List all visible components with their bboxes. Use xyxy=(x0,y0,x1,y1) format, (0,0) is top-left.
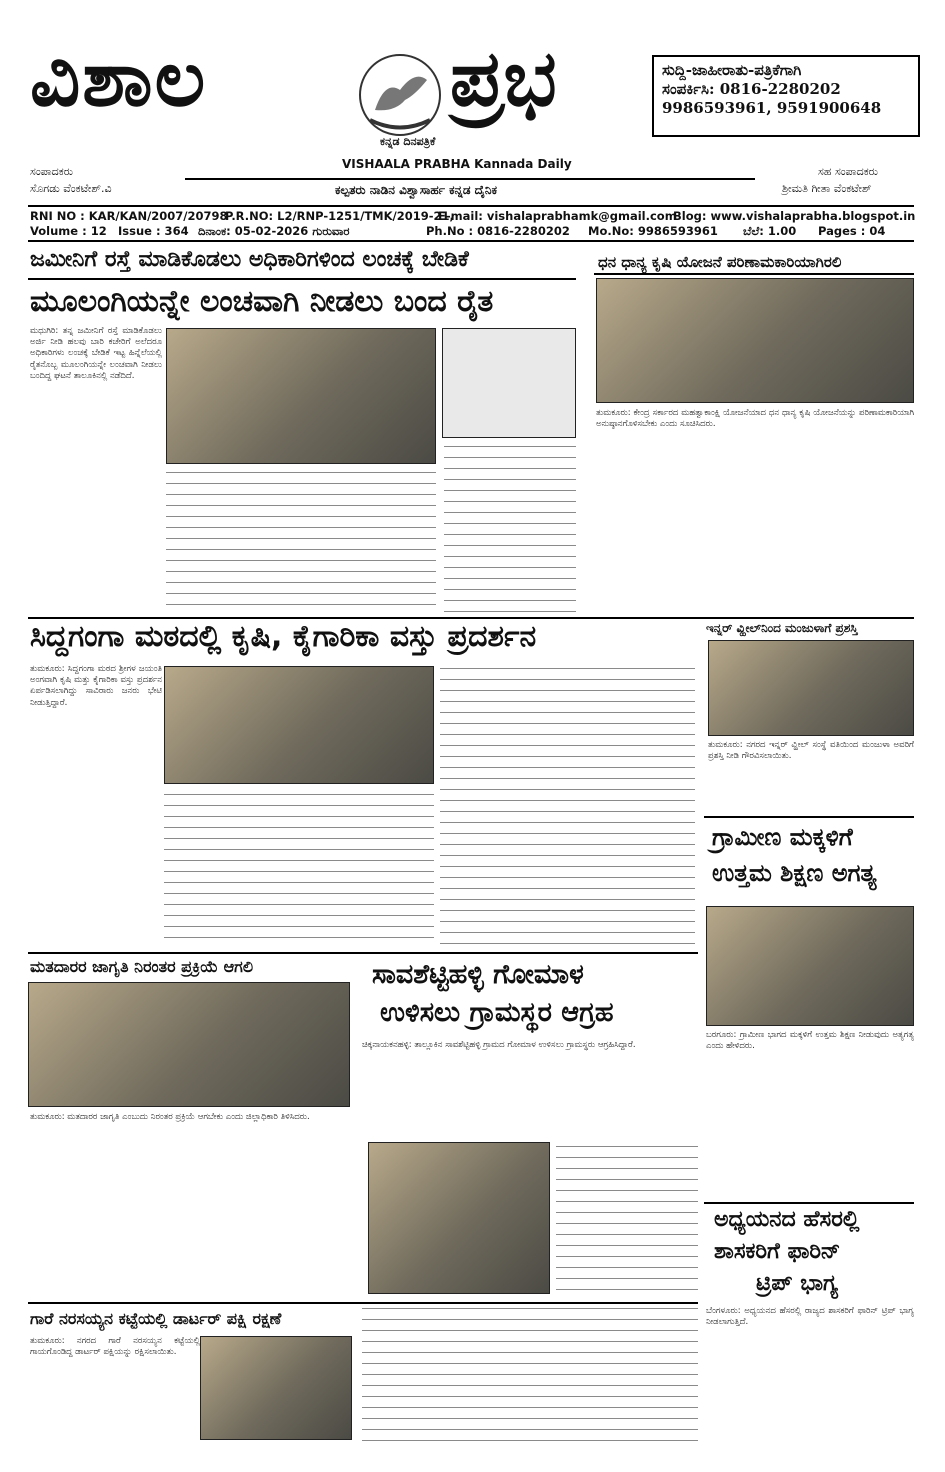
story-4-text: ತುಮಕೂರು: ನಗರದ ಇನ್ನರ್ ವ್ಹೀಲ್ ಸಂಸ್ಥೆ ವತಿಯಿಂದ ಮಂಜುಳಾ ಅವರಿಗೆ ಪ್ರಶಸ್ತಿ ನೀಡಿ ಗೌರವಿಸಲಾಯಿತು. xyxy=(708,740,914,762)
email: E-mail: vishalaprabhamk@gmail.com xyxy=(438,209,677,223)
rule xyxy=(28,278,576,280)
publication-info-bar xyxy=(28,205,914,242)
pages: Pages : 04 xyxy=(818,224,886,238)
price: ಬೆಲೆ: 1.00 xyxy=(743,224,797,238)
story-3-photo xyxy=(164,666,434,784)
story-3-columns xyxy=(164,790,434,948)
contact-box xyxy=(652,55,920,137)
coeditor-label: ಸಹ ಸಂಪಾದಕರು xyxy=(818,165,878,178)
coeditor-name: ಶ್ರೀಮತಿ ಗೀತಾ ವೆಂಕಟೇಶ್ xyxy=(782,182,872,195)
rni-number: RNI NO : KAR/KAN/2007/20798 xyxy=(30,209,228,223)
headline-5-line2: ಉತ್ತಮ ಶಿಕ್ಷಣ ಅಗತ್ಯ xyxy=(712,859,877,887)
story-2-photo xyxy=(596,278,914,403)
headline-6: ಮತದಾರರ ಜಾಗೃತಿ ನಿರಂತರ ಪ್ರಕ್ರಿಯೆ ಆಗಲಿ xyxy=(30,957,254,976)
story-4-photo xyxy=(708,640,914,736)
story-5-photo xyxy=(706,906,914,1026)
contact-line3: 9986593961, 9591900648 xyxy=(662,99,882,117)
issue: Issue : 364 xyxy=(118,224,189,238)
headline-1-kicker: ಜಮೀನಿಗೆ ರಸ್ತೆ ಮಾಡಿಕೊಡಲು ಅಧಿಕಾರಿಗಳಿಂದ ಲಂಚಕ್ಕೆ ಬೇಡಿಕೆ xyxy=(30,247,469,272)
story-3-columns-2 xyxy=(440,664,695,948)
subtitle-en: VISHAALA PRABHA Kannada Daily xyxy=(342,157,572,171)
rule xyxy=(594,273,914,275)
masthead-rule xyxy=(185,178,755,180)
headline-8-line3: ಟ್ರಿಪ್ ಭಾಗ್ಯ xyxy=(756,1271,838,1296)
editor-label: ಸಂಪಾದಕರು xyxy=(30,165,74,178)
headline-7-line1: ಸಾವಶೆಟ್ಟಿಹಳ್ಳಿ ಗೋಮಾಳ xyxy=(372,959,584,990)
story-7-photo xyxy=(368,1142,550,1294)
contact-line2: ಸಂಪರ್ಕಿಸಿ: 0816-2280202 xyxy=(662,80,841,98)
phone: Ph.No : 0816-2280202 xyxy=(426,224,570,238)
headline-8-line1: ಅಧ್ಯಯನದ ಹೆಸರಲ್ಲಿ xyxy=(714,1207,860,1232)
mobile: Mo.No: 9986593961 xyxy=(588,224,718,238)
story-1-pullquote-box xyxy=(442,328,576,438)
headline-9: ಗಾರೆ ನರಸಯ್ಯನ ಕಟ್ಟೆಯಲ್ಲಿ ಡಾರ್ಟರ್ ಪಕ್ಷಿ ರಕ್ಷಣೆ xyxy=(30,1309,282,1328)
story-6-text: ತುಮಕೂರು: ಮತದಾರರ ಜಾಗೃತಿ ಎಂಬುದು ನಿರಂತರ ಪ್ರಕ್ರಿಯೆ ಆಗಬೇಕು ಎಂದು ಜಿಲ್ಲಾಧಿಕಾರಿ ತಿಳಿಸಿದರು. xyxy=(30,1112,310,1122)
issue-date: ದಿನಾಂಕ: 05-02-2026 ಗುರುವಾರ xyxy=(198,224,350,238)
blog-url: Blog: www.vishalaprabha.blogspot.in xyxy=(673,209,916,223)
section-rule xyxy=(28,952,698,954)
story-3-text: ತುಮಕೂರು: ಸಿದ್ದಗಂಗಾ ಮಠದ ಶ್ರೀಗಳ ಜಯಂತಿ ಅಂಗವಾಗಿ ಕೃಷಿ ಮತ್ತು ಕೈಗಾರಿಕಾ ವಸ್ತು ಪ್ರದರ್ಶನ ಏರ್ಪಡಿಸಲಾಗಿದ್ದು ಸಾವಿರಾರು ಜನರು ಭೇಟಿ ನೀಡುತ್ತಿದ್ದಾರೆ. xyxy=(30,664,162,708)
story-7-columns xyxy=(556,1142,698,1294)
story-2-text: ತುಮಕೂರು: ಕೇಂದ್ರ ಸರ್ಕಾರದ ಮಹತ್ವಾಕಾಂಕ್ಷಿ ಯೋಜನೆಯಾದ ಧನ ಧಾನ್ಯ ಕೃಷಿ ಯೋಜನೆಯನ್ನು ಪರಿಣಾಮಕಾರಿಯಾಗಿ ಅನುಷ್ಠಾನಗೊಳಿಸಬೇಕು ಎಂದು ಸೂಚಿಸಿದರು. xyxy=(596,408,914,430)
story-1-text: ಮಧುಗಿರಿ: ತನ್ನ ಜಮೀನಿಗೆ ರಸ್ತೆ ಮಾಡಿಕೊಡಲು ಅರ್ಜಿ ನೀಡಿ ಹಲವು ಬಾರಿ ಕಚೇರಿಗೆ ಅಲೆದರೂ ಅಧಿಕಾರಿಗಳು ಲಂಚಕ್ಕೆ ಬೇಡಿಕೆ ಇಟ್ಟ ಹಿನ್ನೆಲೆಯಲ್ಲಿ ರೈತನೊಬ್ಬ ಮೂಲಂಗಿಯನ್ನೇ ಲಂಚವಾಗಿ ನೀಡಲು ಬಂದಿದ್ದ ಘಟನೆ ತಾಲೂಕಿನಲ್ಲಿ ನಡೆದಿದೆ. xyxy=(30,326,162,381)
story-1-photo xyxy=(166,328,436,464)
story-1-columns-2 xyxy=(444,442,576,612)
story-1-columns xyxy=(166,468,436,612)
dove-logo-icon xyxy=(355,50,445,140)
headline-3: ಸಿದ್ದಗಂಗಾ ಮಠದಲ್ಲಿ ಕೃಷಿ, ಕೈಗಾರಿಕಾ ವಸ್ತು ಪ್ರದರ್ಶನ xyxy=(30,619,537,654)
headline-8-line2: ಶಾಸಕರಿಗೆ ಫಾರಿನ್ xyxy=(714,1239,841,1264)
tagline: ಕಲ್ಪತರು ನಾಡಿನ ವಿಶ್ವಾಸಾರ್ಹ ಕನ್ನಡ ದೈನಿಕ xyxy=(335,183,497,197)
story-6-photo xyxy=(28,982,350,1107)
contact-line1: ಸುದ್ದಿ-ಜಾಹೀರಾತು-ಪತ್ರಿಕೆಗಾಗಿ xyxy=(662,61,802,79)
story-5-text: ಬರಗೂರು: ಗ್ರಾಮೀಣ ಭಾಗದ ಮಕ್ಕಳಿಗೆ ಉತ್ತಮ ಶಿಕ್ಷಣ ನೀಡುವುದು ಅತ್ಯಗತ್ಯ ಎಂದು ಹೇಳಿದರು. xyxy=(706,1030,914,1052)
headline-1-main: ಮೂಲಂಗಿಯನ್ನೇ ಲಂಚವಾಗಿ ನೀಡಲು ಬಂದ ರೈತ xyxy=(30,284,494,319)
volume: Volume : 12 xyxy=(30,224,107,238)
headline-4: ಇನ್ನರ್ ವ್ಹೀಲ್‌ನಿಂದ ಮಂಜುಳಾಗೆ ಪ್ರಶಸ್ತಿ xyxy=(706,621,858,635)
headline-7-line2: ಉಳಿಸಲು ಗ್ರಾಮಸ್ಥರ ಆಗ್ರಹ xyxy=(380,997,614,1028)
story-9-text: ತುಮಕೂರು: ನಗರದ ಗಾರೆ ನರಸಯ್ಯನ ಕಟ್ಟೆಯಲ್ಲಿ ಗಾಯಗೊಂಡಿದ್ದ ಡಾರ್ಟರ್ ಪಕ್ಷಿಯನ್ನು ರಕ್ಷಿಸಲಾಯಿತು. xyxy=(30,1336,200,1358)
headline-2: ಧನ ಧಾನ್ಯ ಕೃಷಿ ಯೋಜನೆ ಪರಿಣಾಮಕಾರಿಯಾಗಿರಲಿ xyxy=(598,253,842,271)
story-9-columns xyxy=(362,1304,698,1450)
story-9-photo xyxy=(200,1336,352,1440)
headline-5-line1: ಗ್ರಾಮೀಣ ಮಕ್ಕಳಿಗೆ xyxy=(712,823,853,851)
pr-number: P.R.NO: L2/RNP-1251/TMK/2019-21, xyxy=(225,209,454,223)
story-8-text: ಬೆಂಗಳೂರು: ಅಧ್ಯಯನದ ಹೆಸರಲ್ಲಿ ರಾಜ್ಯದ ಶಾಸಕರಿಗೆ ಫಾರಿನ್ ಟ್ರಿಪ್ ಭಾಗ್ಯ ನೀಡಲಾಗುತ್ತಿದೆ. xyxy=(706,1306,914,1328)
masthead-title-part2: ಪ್ರಭ xyxy=(450,34,557,124)
subtitle-kn: ಕನ್ನಡ ದಿನಪತ್ರಿಕೆ xyxy=(380,135,436,148)
editor-name: ಸೊಗಡು ವೆಂಕಟೇಶ್.ವಿ xyxy=(30,182,112,195)
story-7-text: ಚಿಕ್ಕನಾಯಕನಹಳ್ಳಿ: ತಾಲ್ಲೂಕಿನ ಸಾವಶೆಟ್ಟಿಹಳ್ಳಿ ಗ್ರಾಮದ ಗೋಮಾಳ ಉಳಿಸಲು ಗ್ರಾಮಸ್ಥರು ಆಗ್ರಹಿಸಿದ್ದಾರೆ. xyxy=(362,1040,636,1050)
masthead-title-part1: ವಿಶಾಲ xyxy=(30,34,208,124)
rule xyxy=(704,1202,914,1204)
rule xyxy=(704,816,914,818)
